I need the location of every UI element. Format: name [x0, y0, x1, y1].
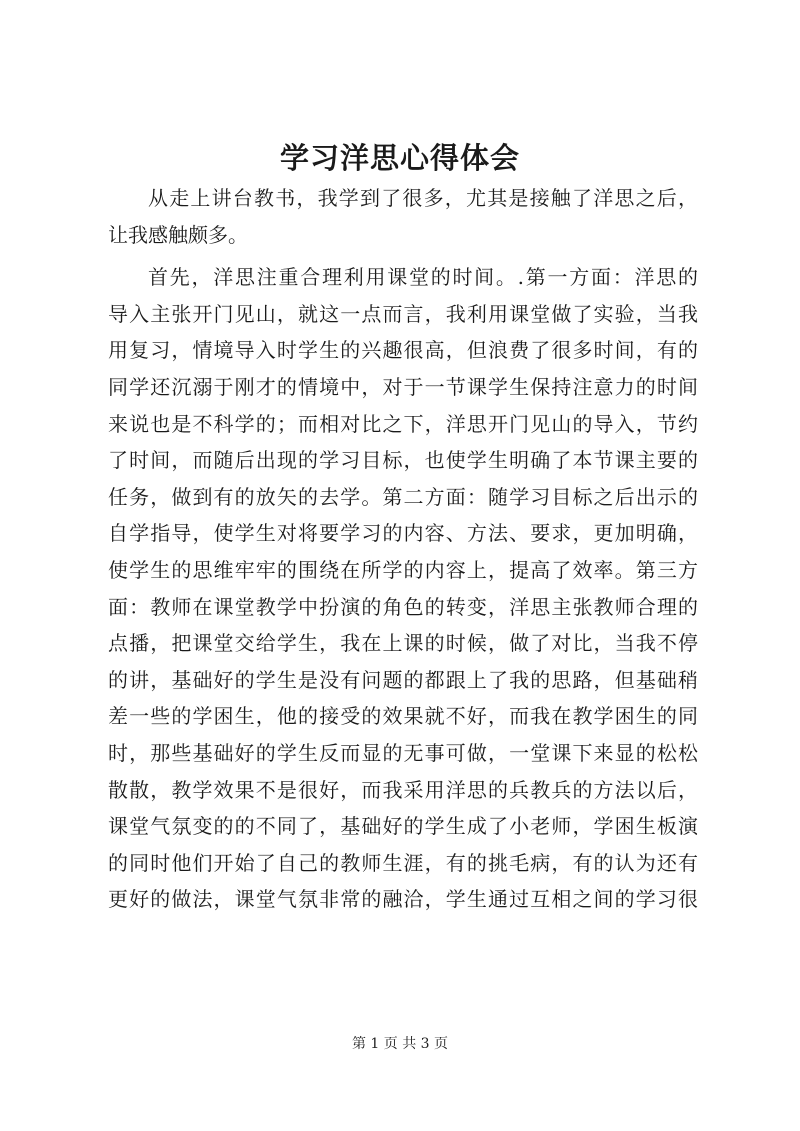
- text-line: 任务，做到有的放矢的去学。第二方面：随学习目标之后出示的: [108, 484, 698, 509]
- text-line: 来说也是不科学的；而相对比之下，洋思开门见山的导入，节约: [108, 411, 698, 436]
- text-line: 了时间，而随后出现的学习目标，也使学生明确了本节课主要的: [108, 448, 698, 473]
- text-line: 使学生的思维牢牢的围绕在所学的内容上，提高了效率。第三方: [108, 557, 698, 582]
- text-line: 自学指导，使学生对将要学习的内容、方法、要求，更加明确，: [108, 521, 698, 546]
- text-line: 散散，教学效果不是很好，而我采用洋思的兵教兵的方法以后，: [108, 777, 698, 802]
- text-line: 课堂气氛变的的不同了，基础好的学生成了小老师，学困生板演: [108, 814, 698, 839]
- document-title: 学习洋思心得体会: [279, 141, 520, 175]
- text-line: 用复习，情境导入时学生的兴趣很高，但浪费了很多时间，有的: [108, 338, 698, 363]
- text-line: 同学还沉溺于刚才的情境中，对于一节课学生保持注意力的时间: [108, 374, 698, 399]
- text-line: 首先，洋思注重合理利用课堂的时间。.第一方面：洋思的: [148, 265, 698, 290]
- text-line: 更好的做法，课堂气氛非常的融洽，学生通过互相之间的学习很: [108, 887, 698, 912]
- text-line: 面：教师在课堂教学中扮演的角色的转变，洋思主张教师合理的: [108, 594, 698, 619]
- text-line: 的同时他们开始了自己的教师生涯，有的挑毛病，有的认为还有: [108, 850, 698, 875]
- text-line: 差一些的学困生，他的接受的效果就不好，而我在教学困生的同: [108, 704, 698, 729]
- text-line: 的讲，基础好的学生是没有问题的都跟上了我的思路，但基础稍: [108, 667, 698, 692]
- text-line: 从走上讲台教书，我学到了很多，尤其是接触了洋思之后，: [148, 186, 698, 210]
- text-line: 让我感触颇多。: [108, 222, 248, 247]
- text-line: 点播，把课堂交给学生，我在上课的时候，做了对比，当我不停: [108, 631, 698, 656]
- page-footer: 第 1 页 共 3 页: [351, 1036, 449, 1052]
- text-line: 时，那些基础好的学生反而显的无事可做，一堂课下来显的松松: [108, 740, 698, 765]
- document-body: [108, 180, 698, 918]
- paragraph: [108, 259, 698, 918]
- paragraph: [108, 180, 698, 253]
- text-line: 导入主张开门见山，就这一点而言，我利用课堂做了实验，当我: [108, 301, 698, 326]
